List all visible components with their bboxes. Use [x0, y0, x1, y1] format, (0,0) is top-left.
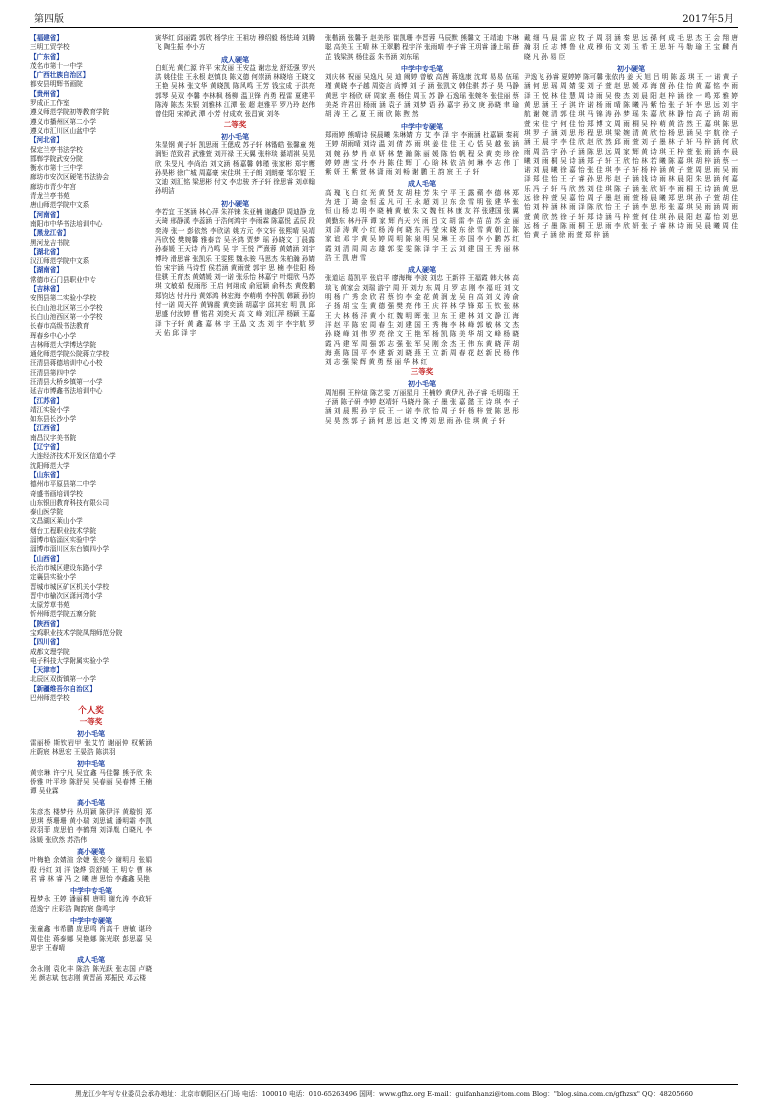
category-heading: 中学中专毛笔	[70, 886, 112, 896]
region-heading: 【山东省】	[30, 470, 63, 479]
text-line: 寅华红 邱丽霞 郭欣 杨学庄 王祖功 穆绍毅 杨怯琦 刘腾飞 陶生振 李小方	[155, 34, 315, 52]
text-line: 忻州师范学院五寨分院	[30, 610, 96, 619]
text-line: 刘庆林 祝丽 吴逸凡 吴 迪 阙婷 曾敏 高茜 蒋逸康 沈茸 易易 伍瑶瑾 黄晓 李子越 周姿言 尚博 刘 子 涵 张凯文 韩佳骐 苏子 昊 马静 黄思 宇 杨欣 研 周家 燕 杨佳 周玉 苏 静 石逸瑶 张婉冬 张佳丽 蔡美尧 许君田 杨雨 涵 袁子 涵 刘梦 语 孙 嘉宇 孙文 庚 孙晓 聿 瑜 胡 涛 王 乙 夏 王 雨 欣 陈 煦 然	[325, 73, 519, 119]
text-line: 李若宜 王茎涵 林心萍 朱祥铼 朱亚楠 谢鑫伊 周迪静 龙天琦 邢静溪 李蕊涵 于浩何鸿宇 李雨霖 陈嘉悦 孟辰 段奕涛 张一 彭依然 李欣诺 姚方元 李文轩 张熙晴 吴靖 冯欣悦 樊婉馨 雅泰音 吴圣鸿 贾梦 瑶 孙晓文 丁晨露 孙泰媛 王天诗 肖乃鸣 吴 宇 王悦 严熹蓉 黄婧涵 刘宇博玲 滑思睿 张凯乐 王雯熙 魏永骏 马思杰 朱柏瀚 孙婧怡 宋宇涵 马诗哲 侯若涵 黄雨萱 郭宇 思 楠 李佳阳 杨佳骐 王育杰 黄婧媛 刘一诺 张乐怡 林嘉宁 叶焜欣 马苏琪 文敏茹 倪雨彤 王启 何翊成 俞冠颖 俞科杰 黄俊鹏 郑钧达 付丹丹 黄郊鸿 林宏海 李萌萌 李梓凯 韩颖 孙钧 付一诺 周天祥 黄锦震 黄奕涵 胡嘉宇 邱其宏 明 凯 邱思盛 付汝婷 曹 铭君 刘奕天 高 文 峰 刘江萍 杨颖 王嘉泽 卞子轩 黄 鑫 嘉 林 宇 王晶 文 杰 刘 宇 李宇航 罗 天 佑 邱 泽 宇	[155, 208, 315, 337]
issue-date: 2017年5月	[682, 14, 734, 25]
region-heading: 【山西省】	[30, 554, 63, 563]
category-heading: 成人毛笔	[77, 955, 105, 965]
text-line: 长白山池北区第三小学校	[30, 303, 103, 312]
text-line: 吉林师范大学博达学院	[30, 340, 96, 349]
text-line: 常德市石门县职业中专	[30, 275, 96, 284]
text-line: 山东银田教育科技有限公司	[30, 498, 110, 507]
text-line: 汉江师范学院中文系	[30, 257, 90, 266]
text-line: 程梦永 王婷 潘丽桐 唐明 谢允涛 李政轩 范逸宁 庄彩浩 陶韵宸 詹鸣宇	[30, 895, 152, 913]
category-heading: 高小硬笔	[77, 846, 105, 856]
text-line: 张道运 葛凯平 张启平 廖海梅 李波 刘忠 王新祥 王福霞 韩大林 高琰飞 黄家会 刘瑞 游宁 周 开 刘力 东 周 月 罗 志 刚 李 福 旺 刘 文 明 杨 广 秀 余 欣 君 蔡 钧 李 金 花 黄 润 龙 吴 自 高 刘 义 涛 俞 子 扬 胡 宝 生 黄 德 强 樊 亮 伟 王 庆 祥 林 学 锋 郑 玉 钦 张 林 王 大 林 杨 洋 黄 小 红 魏 明 晖 张 卫 东 王 建 林 刘 文 静 江 海 洋 赵 平 陈 宏 周 春 生 刘 建 国 王 秀 梅 李 林 峰 郭 敏 林 文 杰 孙 晓 峰 刘 伟 罗 亮 徐 文 王 艳 军 杨 凯 陈 美 华 胡 文 峰 杨 晓 霞 冯 建 军 周 强 郭 志 强 张 军 吴 刚 余 杰 王 伟 东 黄 晓 萍 胡 海 燕 陈 国 平 李 建 新 刘 晓 燕 王 立 新 周 春 花 赵 新 民 杨 伟 刘 志 强 梁 辉 黄 勇 蔡 丽 华 林 红	[325, 274, 519, 367]
text-line: 周旭桐 王梓煊 陈艺雯 万丽星月 王楠妙 黄伊凡 孙子睿 毛明瑞 王子涵 陈子研 李婷 赵靖轩 马晓丹 陈 子 墨 张 嘉 懿 王 诗 琪 李 子 涵 刘 晨 熙 孙 宇 辰 王 一 诺 李 欣 怡 周 子 轩 杨 梓 萱 陈 思 彤 吴 昊 然 郭 子 涵 何 思 远 赵 文 博 刘 思 雨 孙 佳 琪 黄 子 轩	[325, 388, 519, 425]
text-line: 遵义市汇川区山盆中学	[30, 126, 96, 135]
region-heading: 【吉林省】	[30, 285, 63, 294]
region-heading: 【黑龙江省】	[30, 229, 70, 238]
region-heading: 【四川省】	[30, 638, 63, 647]
text-line: 雷丽桥 斯钦岩甲 张艾竹 谢丽仲 权紫涵 庄蔚宸 林思宏 王晏浩 陈洪羽	[30, 738, 152, 756]
text-line: 遵义师范学院初等教育学院	[30, 108, 110, 117]
text-line: 太原芳草书苑	[30, 601, 70, 610]
text-line: 邯郸学院武安分院	[30, 154, 83, 163]
text-line: 如东县长沙小学	[30, 415, 77, 424]
text-line: 遵义市播州区第二小学	[30, 117, 96, 126]
text-line: 安图县第二实验小学校	[30, 294, 96, 303]
text-line: 郑雨婷 熊晴诗 侯晨曦 朱琳婧 方 艾 李 泽 宇 李雨涵 杜嘉颖 秦莉 王婷 胡雨晴 刘诗 温 刘 倩 苏 雨 琪 姜 佳 佳 王 心 恬 吴 越 张 涵 刘 婉 孙 梦 肖 卓 妍 林 楚 瀚 陈 丽 媛 陈 怡 帆 程 朵 黄 奕 珍 徐 婷 婷 唐 宝 丹 李 丹 陈 佳 辉 丁 心 晗 林 依 洁 何 琳 李 志 伟 丁 紫 妍 王 紫 萱 林 潇 雨 刘 畅 谢 鹏 王 韵 宸 王 子 轩	[325, 130, 519, 177]
prize-level: 二等奖	[223, 119, 247, 129]
category-heading: 初小毛笔	[77, 729, 105, 739]
text-line: 延吉市博鑫书法培训中心	[30, 387, 103, 396]
region-heading: 【贵州省】	[30, 89, 63, 98]
text-line: 烟台工程职业技术学院	[30, 526, 96, 535]
text-line: 衡水市第十三中学	[30, 164, 83, 173]
category-heading: 初小硬笔	[617, 63, 645, 73]
text-line: 余永刚 袁化丰 陈浩 陈光跃 张志国 卢晓光 颜志斌 包志刚 黄晋菡 郑振民 邓云楼	[30, 964, 152, 982]
text-line: 南阳市中华书法培训中心	[30, 219, 103, 228]
text-line: 晋城市城区矿区机关小学校	[30, 582, 110, 591]
region-heading: 【湖南省】	[30, 266, 63, 275]
region-heading: 【江西省】	[30, 424, 63, 433]
category-heading: 初小毛笔	[408, 379, 436, 389]
text-line: 沈阳师范大学	[30, 461, 70, 470]
text-line: 北辰区双街镇第一小学	[30, 675, 96, 684]
text-line: 靖江实验小学	[30, 405, 70, 414]
text-line: 茂名市第十一中学	[30, 61, 83, 70]
text-line: 奇盛书画培训学校	[30, 489, 83, 498]
text-line: 尹逸飞 孙睿 夏婷婷 陈可馨 张依冉 姜 天 旭 吕 明 陈 蕊 琪 王 一 诺 黄 子 涵 何 思 瑶 周 婧 雯 刘 子 萱 赵 思 媛 邓 海 茵 孙 佳 怡 黄 嘉 铭 李 雨 泽 王 悦 林 佳 慧 周 诗 雨 吴 俊 杰 刘 晨 阳 赵 梓 涵 徐 一 鸣 郑 雅 婷 黄 思 涵 王 子 淇 许 诺 杨 雨 晴 陈 曦 冯 紫 怡 张 子 轩 李 思 远 刘 宇 航 谢 婉 清 郭 佳 琪 马 锦 涛 孙 梦 瑶 朱 嘉 欣 林 静 怡 高 子 涵 胡 雨 萱 宋 佳 宁 何 佳 怡 郑 博 文 周 雨 桐 吴 梓 萌 黄 浩 然 王 嘉 琪 陈 思 琪 罗 子 涵 刘 思 彤 程 思 琪 梁 婉 清 黄 欣 怡 杨 思 涵 吴 宇 航 徐 子 涵 王 晨 宇 李 佳 欣 赵 欣 然 邱 雨 萱 刘 子 墨 林 子 轩 马 梓 涵 何 欣 雨 周 浩 宇 孙 子 涵 陈 思 远 周 家 辉 黄 诗 琪 王 梓 萱 张 雨 涵 李 晨 曦 刘 雨 桐 吴 诗 涵 郑 子 轩 王 欣 怡 林 若 曦 陈 嘉 琪 胡 梓 涵 蔡 一 诺 刘 晨 曦 徐 嘉 怡 张 佳 琪 李 子 轩 杨 梓 涵 黄 子 萱 周 思 雨 吴 雨 泽 郑 佳 怡 王 子 睿 孙 思 彤 赵 子 涵 钱 诗 雨 林 晨 阳 朱 思 涵 何 嘉 乐 冯 子 轩 马 欣 然 刘 佳 琪 陈 子 涵 张 欣 妍 李 雨 桐 王 诗 涵 黄 思 远 徐 梓 萱 吴 嘉 怡 周 子 墨 赵 雨 萱 杨 晨 曦 郑 思 琪 孙 子 萱 胡 佳 怡 刘 梓 涵 林 雨 泽 陈 欣 怡 王 子 涵 李 思 彤 张 嘉 琪 吴 雨 涵 周 雨 萱 黄 欣 然 徐 子 轩 郑 诗 涵 马 梓 萱 何 佳 琪 孙 晨 阳 赵 嘉 怡 刘 思 远 杨 子 墨 陈 雨 桐 王 思 雨 李 欣 妍 张 子 睿 林 诗 雨 吴 晨 曦 周 佳 怡 黄 子 涵 徐 雨 萱 郑 梓 涵	[524, 73, 738, 240]
region-heading: 【新疆维吾尔自治区】	[30, 684, 96, 693]
category-heading: 初中毛笔	[77, 759, 105, 769]
text-line: 汪清县大桥乡镇第一小学	[30, 377, 103, 386]
category-heading: 中学中专毛笔	[401, 63, 443, 73]
text-line: 电子科技大学附属实验小学	[30, 656, 110, 665]
text-line: 黑河龙吉书院	[30, 238, 70, 247]
text-line: 汪清县蒋德培训中心小校	[30, 359, 103, 368]
text-line: 巴州师范学校	[30, 694, 70, 703]
text-line: 戴 细 马 晨 雷 应 牧 子 周 羽 涵 秦 思 远 孫 何 成 毛 思 杰 王 会 翔 唐 瀚 羽 丘 志 博 鲁 业 成 穆 佑 文 刘 玉 希 王 思 轩 马 勒 瑜 王 宝 麟 肖 晓 凡 孙 易 臣	[524, 34, 738, 61]
text-line: 成都文理学院	[30, 647, 70, 656]
text-line: 淄博市临淄区实验中学	[30, 536, 96, 545]
text-line: 唐山师范学院中文系	[30, 201, 90, 210]
text-line: 罗成正工作室	[30, 99, 70, 108]
region-heading: 【河南省】	[30, 210, 63, 219]
region-heading: 【广东省】	[30, 52, 63, 61]
text-line: 淄博市淄川区东台镇四小学	[30, 545, 110, 554]
prize-level: 三等奖	[410, 367, 434, 377]
page-footer	[30, 1084, 738, 1099]
prize-level: 一等奖	[79, 717, 103, 727]
text-line: 文昌湖区莱山小学	[30, 517, 83, 526]
region-heading: 【湖北省】	[30, 247, 63, 256]
text-line: 青龙兰亭书苑	[30, 192, 70, 201]
text-line: 南昌汉字美书院	[30, 433, 77, 442]
region-heading: 【天津市】	[30, 666, 63, 675]
page-number: 第四版	[34, 14, 64, 25]
column-2	[155, 34, 315, 1080]
category-heading: 成人硬笔	[408, 265, 436, 275]
text-line: 宝鸡职业技术学院凤翔师范分院	[30, 629, 123, 637]
text-line: 朱显钢 黄子轩 凯思雨 王偲成 苏子轩 林锴皓 张馨童 苑润钜 范致君 武雅萱 刘开禄 王天翼 张梓琰 綦靖祺 吴晃欣 朱旻凡 李尚治 刘文涵 杨嘉馨 韩瑾 张家彬 郑宇鹰 孙昊彬 徐广城 周嘉豪 宋佳琪 王子朗 刘朗豪 邹尔锟 王文迪 刘汇铭 梁思彬 付文 李忠骏 齐子轩 徐思睿 刘卓翰 孙明洁	[155, 140, 315, 196]
text-line: 三明工贸学校	[30, 43, 70, 52]
region-heading: 【福建省】	[30, 34, 63, 42]
text-line: 廊坊市安次区硬笔书法协会	[30, 173, 110, 182]
text-line: 黄宗琳 许宁凡 吴宜鑫 马佳馨 熊予欣 朱侨雅 叶平珍 陈舒吴 吴春丽 吴春博 王楠 谭 吴业霖	[30, 768, 152, 796]
text-line: 汪清县第四中学	[30, 368, 77, 377]
category-heading: 高小毛笔	[77, 798, 105, 808]
column-1	[30, 34, 152, 1080]
region-heading: 【陕西省】	[30, 619, 63, 628]
region-heading: 【广西壮族自治区】	[30, 71, 90, 80]
category-heading: 初小毛笔	[221, 131, 249, 141]
text-line: 廊坊市青少年宫	[30, 182, 77, 191]
text-line: 德州市平原县第二中学	[30, 480, 96, 489]
text-line: 朱彦杰 楼梦丹 丛玥颖 陈伊洋 黄璇钥 郑思琪 蔡珊珊 黄小瑞 刘思诚 潘明霜 李凯 段羽菲 庞思伯 李鹤翔 刘泽胤 白晓凡 李泳媛 张欣然 苏浩伟	[30, 807, 152, 844]
column-4	[524, 34, 738, 1080]
text-line: 都安县明辉书画院	[30, 80, 83, 89]
text-line: 叶梅艳 余婧渲 余婕 张奕今 谢明月 张娟 殷 丹红 刘 洋 饶烨 资舒媛 王 明专 曹 林君 睿 林 睿 冯 之 曦 唐 思怡 李鑫鑫 吴艳	[30, 856, 152, 883]
region-heading: 【辽宁省】	[30, 443, 63, 452]
category-heading: 中学中专硬笔	[70, 916, 112, 926]
region-heading: 【河北省】	[30, 136, 63, 145]
column-3	[325, 34, 519, 1080]
award-title: 个人奖	[78, 706, 104, 717]
text-line: 张童鑫 韦希鹏 庞思鸣 肖高千 唐敏 谌玲 周佳佳 蒋泰娜 吴艳娜 陈光联 彭思嘉 吴思宇 王春晴	[30, 925, 152, 952]
page-header	[30, 6, 738, 28]
text-line: 泰山医学院	[30, 508, 63, 517]
text-line: 珲春乡中心小学	[30, 331, 77, 340]
text-line: 晋中市榆次区潇河湾小学	[30, 591, 103, 600]
text-line: 保定兰亭书法学校	[30, 145, 83, 154]
category-heading: 成人硬笔	[221, 54, 249, 64]
text-line: 长白山池西区第一小学校	[30, 312, 103, 321]
text-line: 张楷涵 张馨予 赵美彤 崔凯珊 李晋蓉 马辰默 熊馨文 王靖迪 卞琳聪 高美玉 王晴 林 王翠鹏 程宇洋 张雨晴 李子睿 王玥睿 潘上瑶 薛芷 钱梁淇 杨佳蕊 朱书涵 刘东瑶	[325, 34, 519, 61]
text-line: 白虹光 黄仁源 许平 宋友丽 王安益 谢忠龙 舒廷强 罗兴洪 姚佳佳 王永根 赵慎良 陈义德 何崇涵 林晓培 王晓文 王艳 吴林 张文华 黄晓凯 陈风鸣 王芳 钱宝成 于洪亮 郭琴 吴双 李馨 李林枫 杨柳 温卫锋 肖勇 程雷 夏建平 陈涛 陈杰 朱银 刘雅林 江潭 张 超 赵雅平 罗乃玲 赵伟 曾佳阳 宋禅武 潭 小芳 付成欢 张昌寅 刘冬	[155, 63, 315, 119]
category-heading: 初小硬笔	[221, 198, 249, 208]
region-heading: 【江苏省】	[30, 396, 63, 405]
text-line: 长春市高级书法教育	[30, 322, 90, 331]
text-line: 长治市城区建设东路小学	[30, 563, 103, 572]
text-line: 通化师范学院公院蒋立学校	[30, 350, 110, 359]
text-line: 定襄县实验小学	[30, 573, 77, 582]
category-heading: 中学中专硬笔	[401, 121, 443, 131]
footer-contact: 黑龙江少年写专业委员会承办地址：北京市朝阳区石门场 电话：100010 电话：010-65263496 国网：www.gfhz.org E-mail：guifanhanzi@tom.com Blog："blog.sina.com.cn/gfhzsx" QQ：48205660	[74, 1090, 694, 1098]
text-line: 高 瑰 飞 白 红 光 黄 贤 友 胡 桂 芳 朱 宁 平 王 露 蘋 李 德 林 郑 为 进 丁 琦 金 恒 孟 凡 可 王 永 超 刘 卫 东 余 雪 明 张 建 华 张 恒 山 杨 忠 明 李 晓 楠 黄 敏 朱 文 魏 钰 林 康 友 祥 张建国 张 翼 黄勤东 林丹萍 谭 家 辉 肖天 兴 雨 吕 文 胡 雷 李 苗 苗 苏 金 丽 刘 泽 涛 黄 小 红 杨 涛 何 晓 东 冯 莹 宋 晓 东 徐 雪 黄 朝 江 陈 家 谊 邓 宇 黄 吴 婷 周 明 陈 泉 明 吴 琳 王 亦 国 李 小 鹏 苏 红 霞 刘 清 周 周 志 雄 郭 雯 雯 陈 泽 宇 王 云 刘 建 国 王 秀 丽 林 浩 王 凯 唐 雪	[325, 188, 519, 262]
header-rule	[30, 27, 738, 28]
text-line: 大连经济技术开发区信道小学	[30, 452, 116, 461]
category-heading: 成人毛笔	[408, 179, 436, 189]
